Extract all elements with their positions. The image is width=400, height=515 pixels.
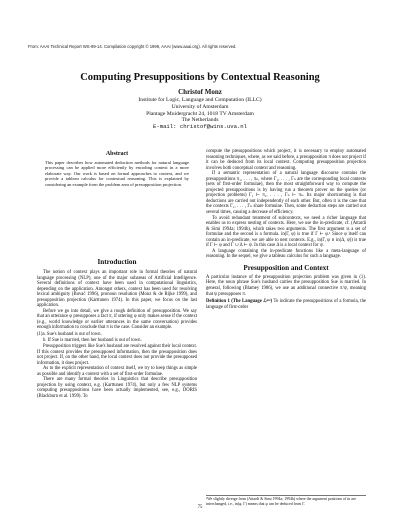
- affiliation-line: University of Amsterdam: [171, 103, 229, 110]
- body-paragraph: To avoid redundant treatment of subcontexts, we need a richer language that enables us to express nesting of contexts. Here, we use the in-predicate, cf. (Attardi & Simi 1994a; 1994b), which takes two arguments. The first argument is a set of formulae and the second is a formula. in(Γ, φ) is true if Γ ⊢ φ.¹ Since φ itself can contain an in-predicate, we are able to nest contexts. E.g., in(Γ, φ ∧ in(Δ, ψ)) is true if Γ ⊢ φ and Γ ∪ Δ ⊢ ψ. In this case Δ is a local context for ψ.: [206, 215, 366, 249]
- body-paragraph: A particular instance of the presupposition projection problem was given in (1). Here, the noun phrase Sue's husband carries the presupposition Sue is married. In general, following (Blamey 1986), we use an additional connective π/ψ, meaning that ψ presupposes π.: [206, 274, 366, 297]
- author-block: [28, 88, 372, 131]
- affiliation-line: The Netherlands: [181, 117, 219, 124]
- definition-text: To indicate the presuppositions of a formula, the language of first-order: [206, 299, 366, 310]
- affiliation-line: Plantage Muidergracht 24, 1018 TV Amsterdam: [146, 110, 254, 117]
- definition-label: Definition 1 (The Language ℒᵖʳᵉ): [206, 299, 273, 305]
- body-paragraph: A language containing the in-predicate functions like a meta-language of reasoning. In the sequel, we give a tableau calculus for such a language.: [206, 248, 366, 260]
- intro-paragraph: Before we go into detail, we give a rough definition of presupposition. We say that an utterance φ presupposes a fact π, if uttering φ only makes sense if the context (e.g., world knowledge or earlier utterances in the same conversation) provides enough information to conclude that π is the case. Consider an example.: [37, 308, 197, 331]
- intro-paragraph: Presupposition triggers like Sue's husband are resolved against their local context. If this context provides the presupposed information, then the presupposition does not project. If, on the other hand, the local context does not provide the presupposed information, it does project.: [37, 344, 197, 366]
- abstract-heading: Abstract: [105, 151, 129, 157]
- page-number: 75: [197, 505, 203, 510]
- body-paragraph: compute the presuppositions which project, it is necessary to employ automated reasoning techniques, where, as we said before, a presupposition π does not project if it can be deduced from its local context. Computing presupposition projection involves both conceptual context and reasoning.: [206, 149, 366, 171]
- intro-paragraph: The notion of context plays an important role in formal theories of natural language processing (NLP), one of the major subareas of Artificial Intelligence. Several definitions of context have been used in computational linguistics, depending on the application. Amongst others, context has been used for resolving lexical ambiguity (Buvač 1996), pronoun resolution (Monz & de Rijke 1999), and presupposition projection (Karttunen 1974). In this paper, we focus on the last application.: [37, 270, 197, 309]
- intro-paragraph: As to the explicit representation of context itself, we try to keep things as simple as possible and identify a context with a set of first-order formulae.: [37, 366, 197, 377]
- body-paragraph: If a semantic representation of a natural language discourse contains the presuppositions π₁, . . . , πₙ, where Γ₁, . . . , Γₙ are the corresponding local contexts (sets of first-order formulae), then the most straightforward way to compute the projected presuppositions is by having run a theorem prover on the queries (or projection problems) Γ₁ ⊢ π₁, . . . , Γₙ ⊢ πₙ. Its major shortcoming is that deductions are carried out independently of each other. But, often it is the case that the contexts Γ₁, . . . , Γₙ share formulae. Then, some deduction steps are carried out several times, causing a decrease of efficiency.: [206, 171, 366, 216]
- intro-paragraph: There are many formal theories in Linguistics that describe presupposition projection by using context, e.g. (Karttunen 1974), but only a few NLP systems computing presuppositions have been actually implemented, see, e.g., DORIS (Blackburn et al. 1999). To: [37, 377, 197, 400]
- introduction-section: [37, 258, 197, 400]
- abstract-text: This paper describes how automated deduction methods for natural language processing can be applied more efficiently by encoding context in a more elaborate way. Our work is based on formal approaches to context, and we provide a tableau calculus for contextual reasoning. This is explained by considering an example from the problem area of presupposition projection.: [45, 160, 189, 187]
- author-email: E-mail: christof@wins.uva.nl: [153, 123, 247, 131]
- source-line: From: AAAI Technical Report WS-99-14. Compilation copyright © 1999, AAAI (www.aaai.org). All rights reserved.: [28, 44, 237, 49]
- paper-title: Computing Presuppositions by Contextual Reasoning: [80, 72, 320, 83]
- example-line-b: b. If Sue is married, then her husband is out of town.: [43, 337, 142, 343]
- footnote: ¹We slightly diverge from (Attardi & Simi 1994a; 1994b) where the argument positions of in are interchanged, i.e., in(φ, Γ) means that φ can be deduced from Γ.: [206, 495, 366, 506]
- example-line-a: (1)a. Sue's husband is out of town.: [37, 332, 102, 338]
- right-column: [206, 149, 366, 310]
- author-name: Christof Monz: [178, 88, 222, 96]
- section-heading-presupposition: Presupposition and Context: [243, 263, 329, 272]
- affiliation-line: Institute for Logic, Language and Computation (ILLC): [138, 97, 262, 103]
- introduction-heading: Introduction: [97, 258, 137, 266]
- left-column: [37, 150, 197, 400]
- definition-paragraph: [206, 299, 366, 310]
